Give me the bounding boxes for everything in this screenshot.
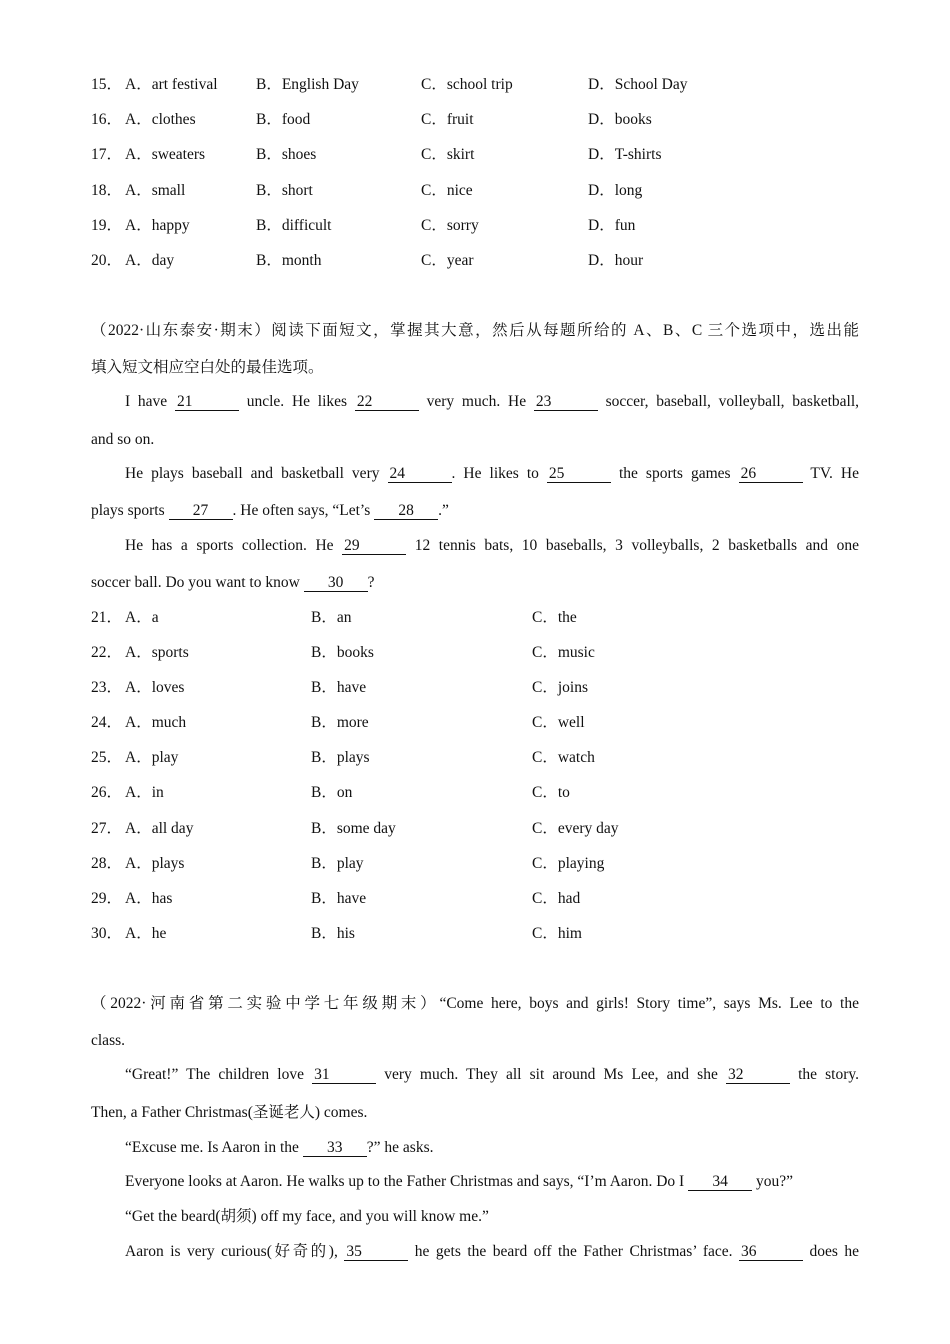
option-a: A．much: [125, 714, 187, 731]
blank-34[interactable]: 34: [688, 1174, 752, 1191]
option-d: D．fun: [588, 217, 636, 234]
blank-31[interactable]: 31: [312, 1067, 376, 1084]
option-b: B．shoes: [256, 146, 317, 163]
blank-32[interactable]: 32: [726, 1067, 790, 1084]
option-c: C．joins: [532, 679, 588, 696]
option-b: B．some day: [311, 820, 396, 837]
question-number: 26．: [91, 784, 123, 801]
question-number: 27．: [91, 820, 123, 837]
question-number: 30．: [91, 925, 123, 942]
option-c: C．nice: [421, 182, 473, 199]
option-a: A．sports: [125, 644, 189, 661]
passage3-paragraph5: Aaron is very curious(好奇的), 35 he gets the beard off the Father Christmas’ face. 36 does he: [125, 1243, 859, 1260]
option-b: B．books: [311, 644, 374, 661]
blank-29[interactable]: 29: [342, 538, 406, 555]
option-c: C．the: [532, 609, 577, 626]
option-a: A．in: [125, 784, 164, 801]
passage3-paragraph4: “Get the beard(胡须) off my face, and you will know me.”: [125, 1208, 489, 1225]
option-a: A．small: [125, 182, 186, 199]
option-d: D．hour: [588, 252, 644, 269]
question-number: 21．: [91, 609, 123, 626]
option-c: C．to: [532, 784, 570, 801]
option-a: A．play: [125, 749, 179, 766]
question-number: 18．: [91, 182, 123, 199]
question-number: 15．: [91, 76, 123, 93]
option-c: C．skirt: [421, 146, 475, 163]
passage3-paragraph1-line2: Then, a Father Christmas(圣诞老人) comes.: [91, 1104, 368, 1121]
blank-25[interactable]: 25: [547, 466, 611, 483]
blank-23[interactable]: 23: [534, 394, 598, 411]
option-b: B．difficult: [256, 217, 332, 234]
option-a: A．loves: [125, 679, 185, 696]
question-number: 29．: [91, 890, 123, 907]
option-c: C．every day: [532, 820, 619, 837]
question-number: 23．: [91, 679, 123, 696]
option-d: D．books: [588, 111, 652, 128]
section3-intro-line2: class.: [91, 1032, 126, 1049]
question-number: 28．: [91, 855, 123, 872]
question-number: 25．: [91, 749, 123, 766]
passage2-paragraph2: He plays baseball and basketball very 24 . He likes to 25 the sports games 26 TV. He: [125, 465, 859, 482]
blank-30[interactable]: 30: [304, 575, 368, 592]
option-c: C．school trip: [421, 76, 513, 93]
option-b: B．have: [311, 890, 367, 907]
question-number: 24．: [91, 714, 123, 731]
option-c: C．sorry: [421, 217, 479, 234]
section2-intro-line1: （2022·山东泰安·期末）阅读下面短文，掌握其大意，然后从每题所给的 A、B、C 三个选项中，选出能: [91, 322, 859, 339]
blank-36[interactable]: 36: [739, 1244, 803, 1261]
option-d: D．long: [588, 182, 643, 199]
option-b: B．short: [256, 182, 313, 199]
passage2-paragraph3-line2: soccer ball. Do you want to know 30 ?: [91, 574, 375, 591]
option-c: C．fruit: [421, 111, 474, 128]
option-a: A．clothes: [125, 111, 196, 128]
option-b: B．on: [311, 784, 353, 801]
option-a: A．sweaters: [125, 146, 206, 163]
blank-24[interactable]: 24: [388, 466, 452, 483]
option-a: A．day: [125, 252, 175, 269]
blank-26[interactable]: 26: [739, 466, 803, 483]
passage2-paragraph1: I have 21 uncle. He likes 22 very much. He 23 soccer, baseball, volleyball, basketball,: [125, 393, 860, 410]
option-c: C．music: [532, 644, 595, 661]
option-c: C．playing: [532, 855, 605, 872]
option-a: A．happy: [125, 217, 190, 234]
question-number: 20．: [91, 252, 123, 269]
option-a: A．he: [125, 925, 167, 942]
passage3-paragraph2: “Excuse me. Is Aaron in the 33 ?” he asks.: [125, 1139, 434, 1156]
option-b: B．play: [311, 855, 364, 872]
option-a: A．a: [125, 609, 159, 626]
option-b: B．plays: [311, 749, 370, 766]
blank-21[interactable]: 21: [175, 394, 239, 411]
blank-28[interactable]: 28: [374, 503, 438, 520]
option-c: C．watch: [532, 749, 595, 766]
passage2-paragraph3: He has a sports collection. He 29 12 tennis bats, 10 baseballs, 3 volleyballs, 2 basketballs and one: [125, 537, 859, 554]
option-b: B．English Day: [256, 76, 359, 93]
passage3-paragraph3: Everyone looks at Aaron. He walks up to the Father Christmas and says, “I’m Aaron. Do I 34 you?”: [125, 1173, 793, 1190]
option-a: A．has: [125, 890, 173, 907]
question-number: 19．: [91, 217, 123, 234]
section2-intro-line2: 填入短文相应空白处的最佳选项。: [91, 359, 324, 376]
option-b: B．have: [311, 679, 367, 696]
option-a: A．all day: [125, 820, 194, 837]
option-c: C．had: [532, 890, 581, 907]
passage2-paragraph2-line2: plays sports 27 . He often says, “Let’s 28 .”: [91, 502, 449, 519]
option-c: C．him: [532, 925, 582, 942]
option-b: B．an: [311, 609, 352, 626]
passage2-paragraph1-line2: and so on.: [91, 431, 155, 448]
option-c: C．well: [532, 714, 585, 731]
option-d: D．School Day: [588, 76, 688, 93]
passage3-paragraph1: “Great!” The children love 31 very much. They all sit around Ms Lee, and she 32 the story.: [125, 1066, 859, 1083]
question-number: 17．: [91, 146, 123, 163]
blank-22[interactable]: 22: [355, 394, 419, 411]
option-a: A．art festival: [125, 76, 218, 93]
option-d: D．T-shirts: [588, 146, 662, 163]
option-b: B．more: [311, 714, 369, 731]
section3-intro-line1: （2022·河南省第二实验中学七年级期末）“Come here, boys and girls! Story time”, says Ms. Lee to the: [91, 995, 859, 1012]
blank-33[interactable]: 33: [303, 1140, 367, 1157]
option-c: C．year: [421, 252, 474, 269]
blank-27[interactable]: 27: [169, 503, 233, 520]
option-b: B．food: [256, 111, 311, 128]
option-b: B．month: [256, 252, 322, 269]
question-number: 22．: [91, 644, 123, 661]
option-a: A．plays: [125, 855, 185, 872]
blank-35[interactable]: 35: [344, 1244, 408, 1261]
question-number: 16．: [91, 111, 123, 128]
option-b: B．his: [311, 925, 355, 942]
